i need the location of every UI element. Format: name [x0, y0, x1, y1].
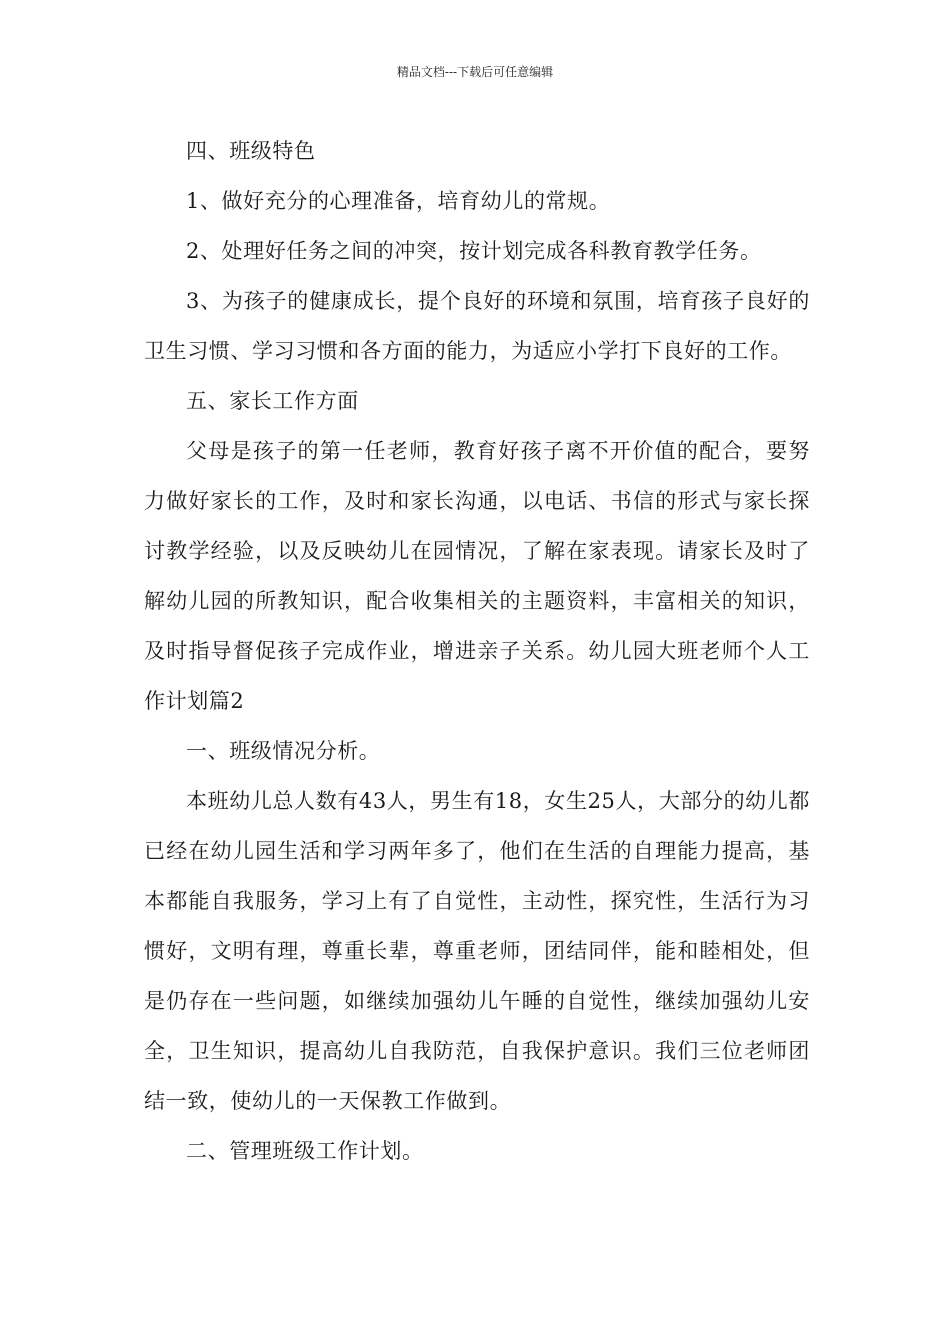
- document-body: [144, 126, 810, 1176]
- list-item-2: 2、处理好任务之间的冲突，按计划完成各科教育教学任务。: [186, 239, 762, 263]
- section-heading-parent-work: 五、家长工作方面: [186, 389, 359, 413]
- list-item-1: 1、做好充分的心理准备，培育幼儿的常规。: [186, 189, 611, 213]
- list-item-3: 3、为孩子的健康成长，提个良好的环境和氛围，培育孩子良好的卫生习惯、学习习惯和各方面的能力，为适应小学打下良好的工作。: [144, 289, 810, 363]
- class-analysis-paragraph: 本班幼儿总人数有43人，男生有18，女生25人，大部分的幼儿都已经在幼儿园生活和学习两年多了，他们在生活的自理能力提高，基本都能自我服务，学习上有了自觉性，主动性，探究性，生活行为习惯好，文明有理，尊重长辈，尊重老师，团结同伴，能和睦相处，但是仍存在一些问题，如继续加强幼儿午睡的自觉性，继续加强幼儿安全，卫生知识，提高幼儿自我防范，自我保护意识。我们三位老师团结一致，使幼儿的一天保教工作做到。: [144, 789, 810, 1113]
- parent-work-paragraph: 父母是孩子的第一任老师，教育好孩子离不开价值的配合，要努力做好家长的工作，及时和家长沟通，以电话、书信的形式与家长探讨教学经验，以及反映幼儿在园情况，了解在家表现。请家长及时了解幼儿园的所教知识，配合收集相关的主题资料，丰富相关的知识，及时指导督促孩子完成作业，增进亲子关系。幼儿园大班老师个人工作计划篇2: [144, 439, 810, 713]
- section-heading-class-analysis: 一、班级情况分析。: [186, 739, 381, 763]
- page-header: 精品文档---下载后可任意编辑: [396, 65, 554, 79]
- section-heading-class-management: 二、管理班级工作计划。: [186, 1139, 424, 1163]
- section-heading-class-features: 四、班级特色: [186, 139, 316, 163]
